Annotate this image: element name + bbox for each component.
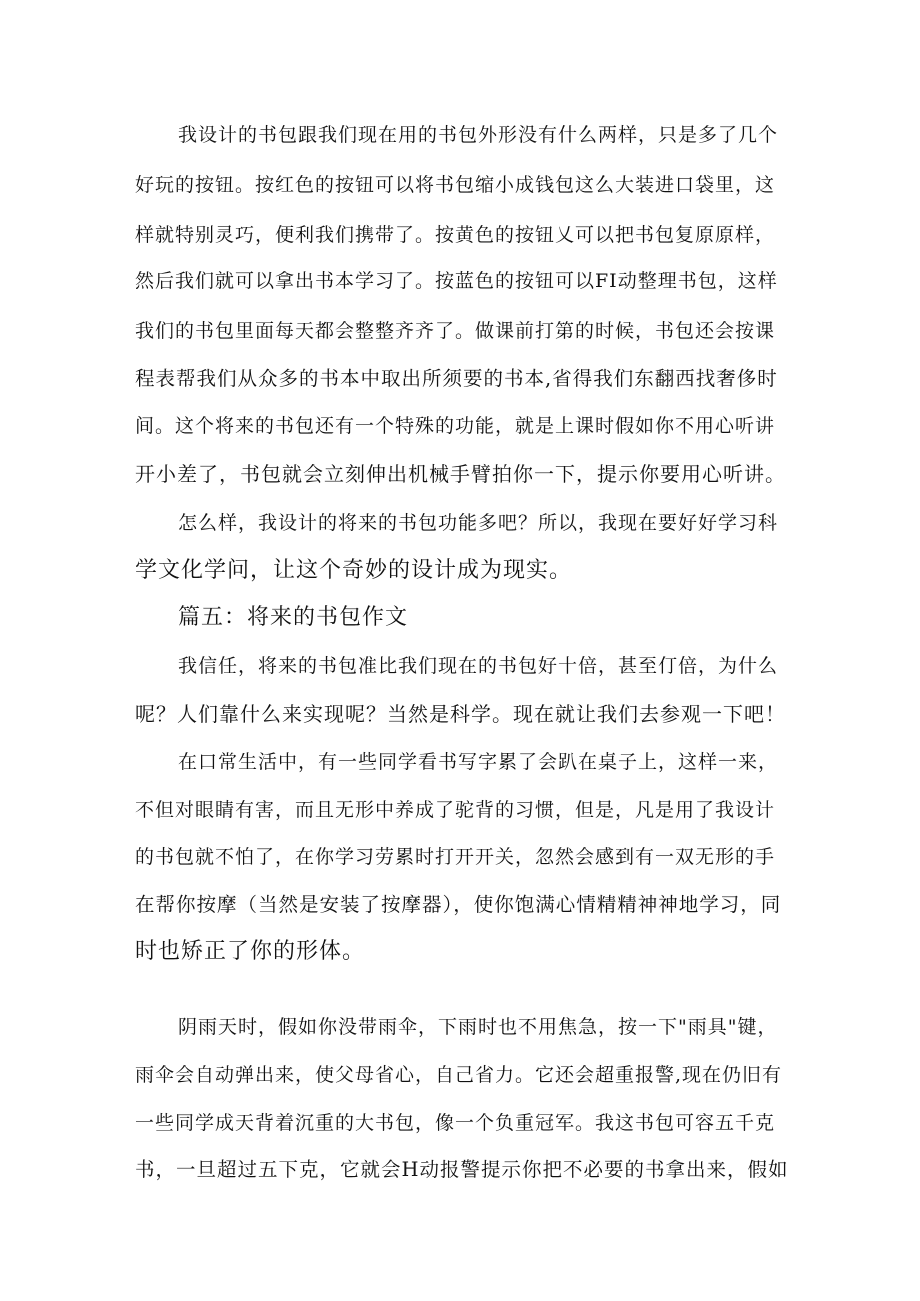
text-line: 书，一旦超过五下克，它就会H动报警提示你把不必要的书拿出来，假如 [135,1158,789,1181]
text-line: 雨伞会自动弹出来，使父母省心，自己省力。它还会超重报警,现在仍旧有 [135,1064,783,1086]
text-line: 我信任，将来的书包准比我们现在的书包好十倍，甚至仃倍，为什么 [178,655,779,677]
text-line: 好玩的按钮。按红色的按钮可以将书包缩小成钱包这么大装进口袋里，这 [135,174,776,196]
text-line: 我设计的书包跟我们现在用的书包外形没有什么两样，只是多了几个 [178,124,779,146]
text-line: 程表帮我们从众多的书本中取出所须要的书本,省得我们东翻西找奢侈时 [135,367,778,390]
text-line: 我们的书包里面每天都会整整齐齐了。做课前打第的时候，书包还会按课 [135,320,776,342]
text-line: 然后我们就可以拿出书本学习了。按蓝色的按钮可以FI动整理书包，这样 [135,270,778,292]
text-line: 阴雨天时，假如你没带雨伞，下雨时也不用焦急，按一下"雨具"键， [178,1016,778,1038]
text-line: 样就特别灵巧，便利我们携带了。按黄色的按钮乂可以把书包复原原样， [135,224,776,246]
text-line: 时也矫正了你的形体。 [135,939,366,964]
text-line: 怎么样，我设计的将来的书包功能多吧？所以，我现在要好好学习科 [178,512,779,534]
text-line: 在口常生活中，有一些同学看书写字累了会趴在桌子上，这样一来， [178,751,779,773]
text-line: 学文化学问，让这个奇妙的设计成为现实。 [135,558,573,583]
text-line: 不但对眼睛有害，而且无形中养成了驼背的习惯，但是，凡是用了我设计 [135,799,776,821]
text-line: 在帮你按摩（当然是安装了按摩器），使你饱满心情精精神神地学习，同 [135,893,782,916]
text-line: 开小差了，书包就会立刻伸出机械手臂拍你一下，提示你要用心听讲。 [135,462,786,486]
text-line: 的书包就不怕了，在你学习劳累时打开开关，忽然会感到有一双无形的手 [135,846,776,868]
section-heading: 篇五：将来的书包作文 [178,605,409,630]
text-line: 呢？人们靠什么来实现呢？当然是科学。现在就让我们去参观一下吧！ [135,702,786,726]
text-line: 一些同学成天背着沉重的大书包，像一个负重冠军。我这书包可容五千克 [135,1112,776,1134]
text-line: 间。这个将来的书包还有一个特殊的功能，就是上课时假如你不用心听讲 [135,415,776,437]
